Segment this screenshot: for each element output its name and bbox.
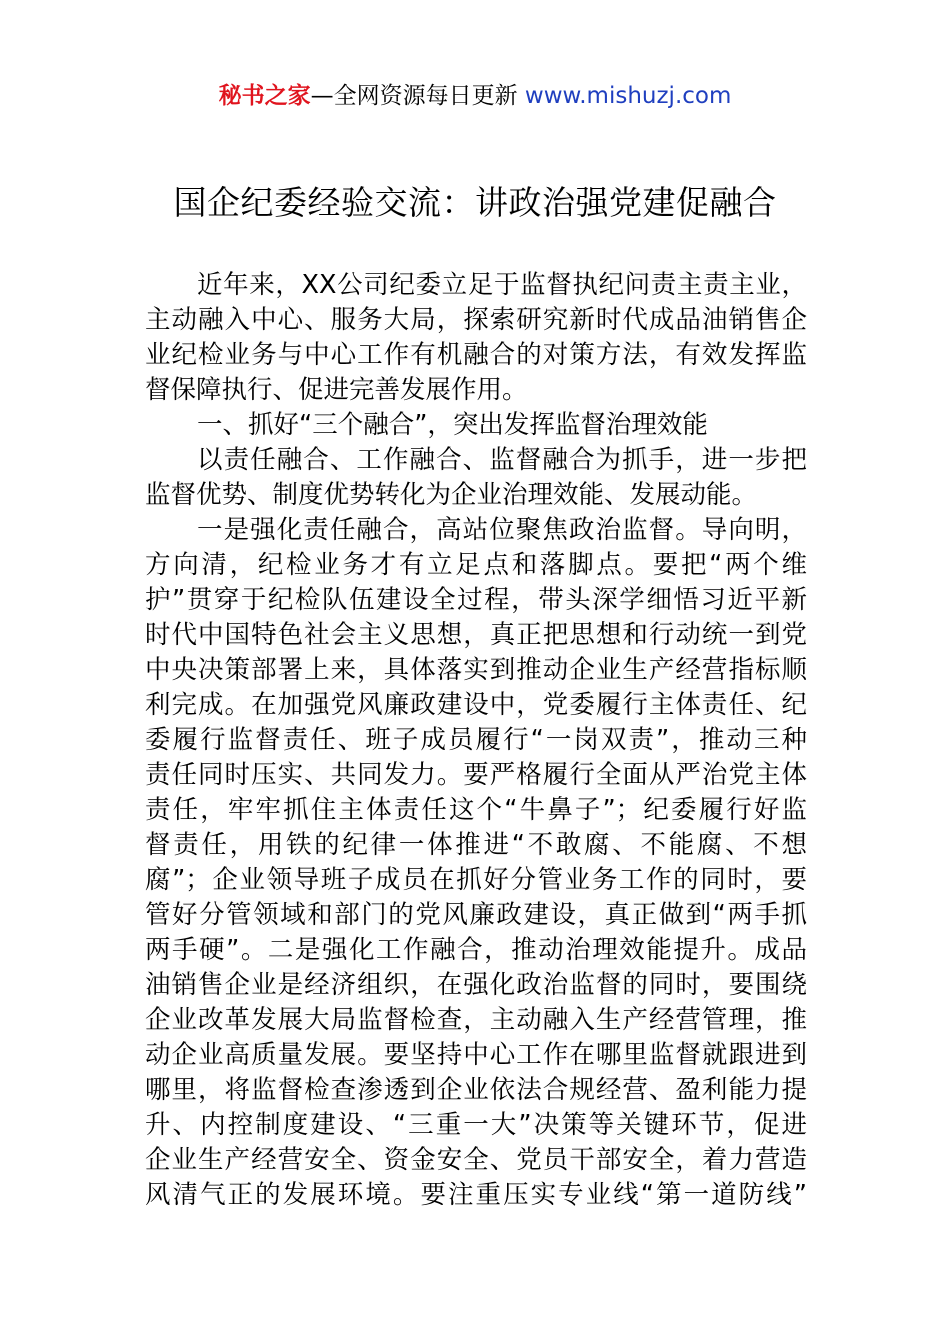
text-line: 责任，牢牢抓住主体责任这个“牛鼻子”；纪委履行好监	[145, 795, 807, 825]
text-line: 监督优势、制度优势转化为企业治理效能、发展动能。	[145, 480, 758, 510]
site-header	[0, 80, 950, 112]
text-line: 油销售企业是经济组织，在强化政治监督的同时，要围绕	[145, 970, 807, 1000]
header-slogan: —全网资源每日更新	[310, 83, 518, 109]
text-line: 督保障执行、促进完善发展作用。	[145, 375, 528, 405]
text-line: 企业生产经营安全、资金安全、党员干部安全，着力营造	[145, 1145, 807, 1175]
text-line: 腐”；企业领导班子成员在抓好分管业务工作的同时，要	[145, 865, 807, 895]
text-line: 委履行监督责任、班子成员履行“一岗双责”，推动三种	[145, 725, 807, 755]
text-line: 以责任融合、工作融合、监督融合为抓手，进一步把	[197, 445, 807, 475]
text-line: 中央决策部署上来，具体落实到推动企业生产经营指标顺	[145, 655, 807, 685]
text-line: 升、内控制度建设、“三重一大”决策等关键环节，促进	[145, 1110, 807, 1140]
text-line: 利完成。在加强党风廉政建设中，党委履行主体责任、纪	[145, 690, 807, 720]
text-line: 督责任，用铁的纪律一体推进“不敢腐、不能腐、不想	[145, 830, 807, 860]
text-line: 企业改革发展大局监督检查，主动融入生产经营管理，推	[145, 1005, 807, 1035]
site-url[interactable]: www.mishuzj.com	[524, 83, 732, 109]
document-body	[145, 268, 807, 1213]
text-line: 哪里，将监督检查渗透到企业依法合规经营、盈利能力提	[145, 1075, 807, 1105]
text-line: 近年来，XX公司纪委立足于监督执纪问责主责主业，	[197, 270, 807, 300]
text-line: 一是强化责任融合，高站位聚焦政治监督。导向明，	[197, 515, 807, 545]
text-line: 护”贯穿于纪检队伍建设全过程，带头深学细悟习近平新	[145, 585, 807, 615]
text-line: 风清气正的发展环境。要注重压实专业线“第一道防线”	[145, 1180, 807, 1210]
document-title: 国企纪委经验交流：讲政治强党建促融合	[173, 183, 777, 222]
text-line: 管好分管领域和部门的党风廉政建设，真正做到“两手抓	[145, 900, 807, 930]
brand-name: 秘书之家	[218, 83, 311, 109]
text-line: 动企业高质量发展。要坚持中心工作在哪里监督就跟进到	[145, 1040, 807, 1070]
text-line: 业纪检业务与中心工作有机融合的对策方法，有效发挥监	[145, 340, 807, 370]
text-line: 两手硬”。二是强化工作融合，推动治理效能提升。成品	[145, 935, 807, 965]
text-line: 责任同时压实、共同发力。要严格履行全面从严治党主体	[145, 760, 807, 790]
section-heading: 一、抓好“三个融合”，突出发挥监督治理效能	[197, 410, 708, 440]
text-line: 主动融入中心、服务大局，探索研究新时代成品油销售企	[145, 305, 807, 335]
text-line: 时代中国特色社会主义思想，真正把思想和行动统一到党	[145, 620, 807, 650]
text-line: 方向清，纪检业务才有立足点和落脚点。要把“两个维	[145, 550, 807, 580]
